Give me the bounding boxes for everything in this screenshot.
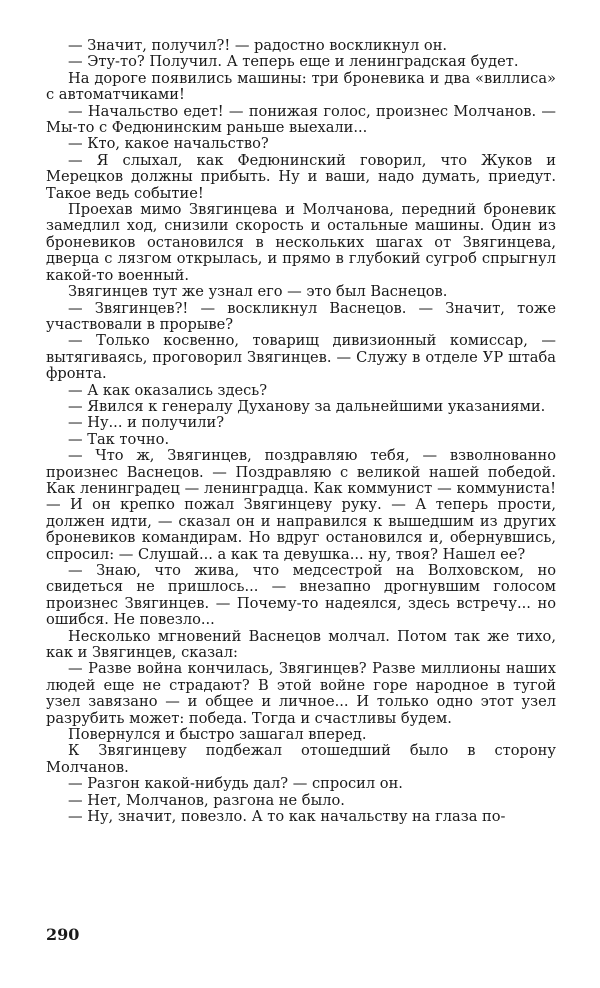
paragraph: К Звягинцеву подбежал отошедший было в сторону Молчанов. [46,742,556,776]
paragraph: — Кто, какое начальство? [68,135,269,153]
paragraph: Несколько мгновений Васнецов молчал. Потом так же тихо, как и Звягинцев, сказал: [46,627,556,662]
paragraph: Повернулся и быстро зашагал вперед. [68,726,367,744]
paragraph: — Звягинцев?! — воскликнул Васнецов. — Значит, тоже участвовали в прорыве? [46,299,556,333]
paragraph: — Я слыхал, как Федюнинский говорил, что Жуков и Мерецков должны прибыть. Ну и ваши, надо думать, приедут. Такое ведь событие! [46,151,556,202]
paragraph: — Только косвенно, товарищ дивизионный комиссар, — вытягиваясь, проговорил Звягинцев. — Служу в отделе УР штаба фронта. [46,332,556,383]
paragraph: Проехав мимо Звягинцева и Молчанова, передний броневик замедлил ход, снизили скорость и остальные машины. Один из броневиков остановился в нескольких шагах от Звягинцева, дверца с лязгом открылась, и прямо в глубокий сугроб спрыгнул какой-то военный. [46,201,556,284]
paragraph: — Разве война кончилась, Звягинцев? Разве миллионы наших людей еще не страдают? В этой войне горе народное в тугой узел завязано — и общее и личное... И только одно этот узел разрубить может: победа. Тогда и счастливы будем. [46,660,556,727]
paragraph: — А как оказались здесь? [68,381,268,399]
paragraph: — Разгон какой-нибудь дал? — спросил он. [68,775,403,793]
paragraph: На дороге появились машины: три броневика и два «виллиса» с автоматчиками! [46,69,556,104]
paragraph: — Явился к генералу Духанову за дальнейшими указаниями. [68,397,546,415]
paragraph: — Ну, значит, повезло. А то как начальству на глаза по- [68,808,506,826]
paragraph: — Что ж, Звягинцев, поздравляю тебя, — взволнованно произнес Васнецов. — Поздравляю с великой нашей победой. Как ленинградец — ленинградца. Как коммунист — коммуниста! — И он крепко пожал Звягинцеву руку. — А теперь прости, должен идти, — сказал он и направился к вышедшим из других броневиков командирам. Но вдруг остановился и, обернувшись, спросил: — Слушай... а как та девушка... ну, твоя? Нашел ее? [46,447,556,563]
paragraph: — Так точно. [68,430,170,448]
paragraph: — Начальство едет! — понижая голос, произнес Молчанов. — Мы-то с Федюнинским раньше выехали... [46,102,556,137]
paragraph: — Нет, Молчанов, разгона не было. [68,791,345,809]
paragraph: — Значит, получил?! — радостно воскликнул он. [68,37,448,54]
page-number: 290 [46,925,80,944]
paragraph: — Ну... и получили? [68,414,225,432]
paragraph: — Знаю, что жива, что медсестрой на Волховском, но свидеться не пришлось... — внезапно дрогнувшим голосом произнес Звягинцев. — Почему-то надеялся, здесь встречу... но ошибся. Не повезло... [46,562,556,629]
paragraph: Звягинцев тут же узнал его — это был Васнецов. [68,283,448,301]
book-page-text [46,38,556,826]
paragraph: — Эту-то? Получил. А теперь еще и ленинградская будет. [68,53,519,71]
